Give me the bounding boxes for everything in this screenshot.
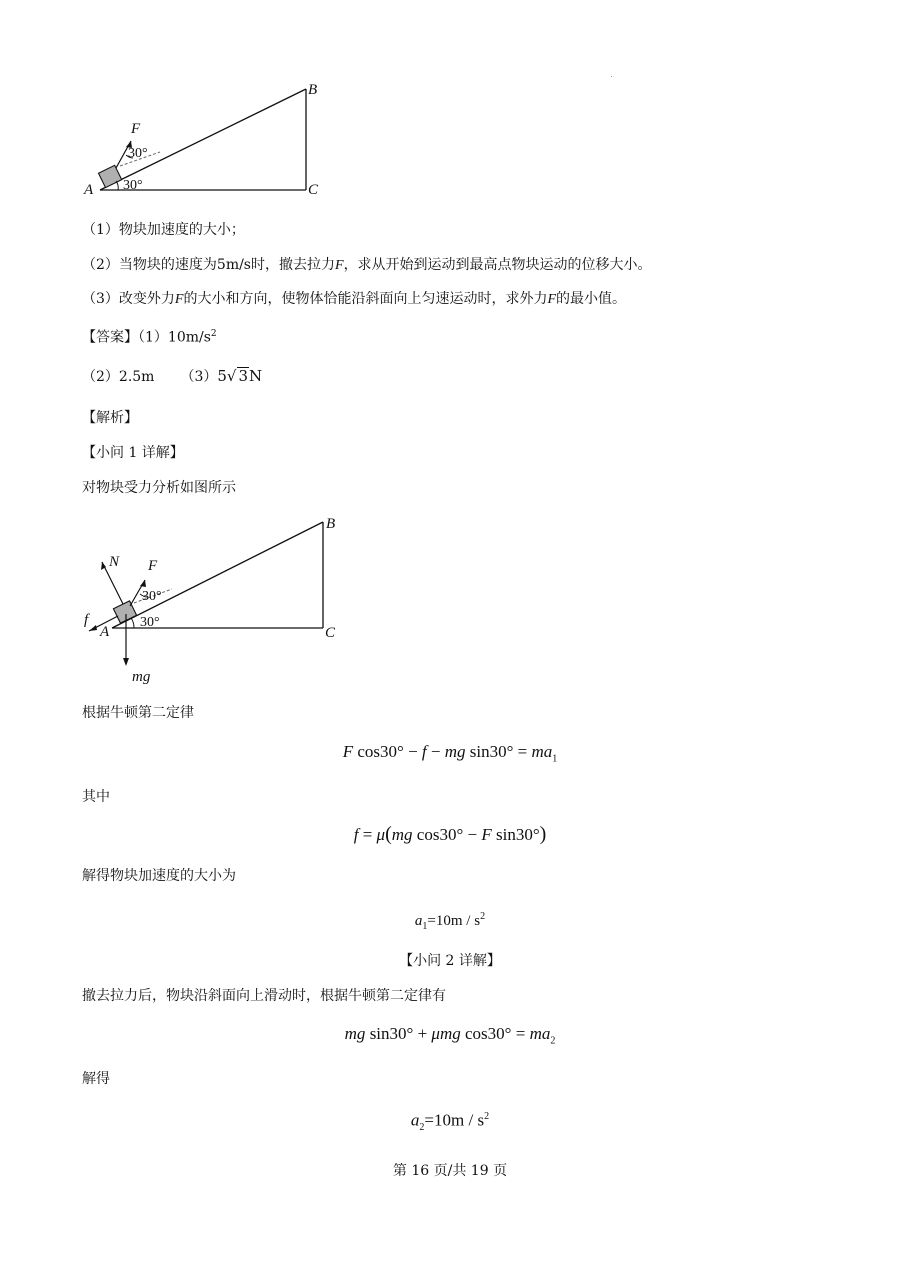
eq3-sub: 1: [422, 921, 428, 932]
eq2-sin: sin30°: [495, 825, 540, 844]
sub-question-2-title: 【小问 2 详解】: [399, 953, 501, 969]
eq1-equals: =: [517, 742, 528, 761]
eq4-mg2: mg: [439, 1024, 461, 1043]
label-C: C: [308, 182, 319, 198]
eq2-minus: −: [467, 825, 478, 844]
question-1: （1）物块加速度的大小；: [82, 222, 245, 238]
force-f-arrowhead: [140, 580, 146, 587]
eq1-minus1: −: [408, 742, 418, 761]
block: [113, 601, 136, 623]
eq5-exp: 2: [484, 1111, 490, 1122]
analysis-label: 【解析】: [82, 410, 138, 426]
eq4-sin: sin30°: [369, 1024, 414, 1043]
answer-line-2: [82, 366, 262, 387]
answer-line-1: [82, 324, 217, 348]
equation-2: [0, 822, 900, 847]
eq4-ma: ma: [529, 1024, 551, 1043]
angle-label-incline: 30°: [123, 178, 143, 193]
solve-text-2: 解得: [82, 1071, 110, 1087]
eq1-sub: 1: [552, 753, 558, 765]
equation-4: [0, 1022, 900, 1053]
answer-label: 【答案】: [82, 329, 138, 346]
answer-3-radicand: 3: [238, 367, 249, 385]
force-analysis-text: 对物块受力分析如图所示: [82, 480, 236, 496]
scan-speck: [611, 76, 612, 77]
answer-1-exp: 2: [210, 329, 217, 339]
eq2-cos: cos30°: [416, 825, 464, 844]
label-B: B: [308, 82, 318, 98]
eq1-F: F: [342, 742, 354, 761]
equation-3: [0, 905, 900, 939]
q2-post: ，求从开始到运动到最高点物块运动的位移大小。: [343, 257, 652, 273]
eq2-close: ): [539, 823, 547, 845]
eq5-sub: 2: [419, 1122, 425, 1134]
answer-3-prefix: （3）: [180, 369, 218, 385]
page-footer: 第 16 页/共 19 页: [392, 1163, 508, 1179]
q2-pre: （2）当物块的速度为5m/s时，撤去拉力: [82, 257, 335, 273]
incline-line: [100, 89, 306, 190]
sub-question-1-title: 【小问 1 详解】: [82, 445, 184, 461]
q2-var: F: [335, 258, 344, 273]
q3-mid: 的大小和方向，使物体恰能沿斜面向上匀速运动时，求外力: [183, 291, 548, 307]
eq1-mg: mg: [444, 742, 466, 761]
angle-label-force: 30°: [142, 589, 162, 604]
eq1-sin: sin30°: [469, 742, 514, 761]
eq2-open: (: [385, 823, 392, 845]
answer-3-unit: N: [249, 367, 263, 385]
angle-arc-incline: [131, 618, 134, 628]
solve-acceleration-text: 解得物块加速度的大小为: [82, 868, 236, 884]
q3-pre: （3）改变外力: [82, 291, 175, 307]
eq4-cos: cos30°: [465, 1024, 512, 1043]
eq2-equals: =: [362, 825, 373, 844]
incline-diagram-2: [80, 510, 350, 690]
answer-2: （2）2.5m: [82, 369, 155, 385]
label-f: f: [84, 612, 89, 628]
q3-post: 的最小值。: [556, 291, 627, 307]
question-2: [82, 255, 652, 276]
eq1-minus2: −: [430, 742, 441, 761]
q3-var2: F: [547, 292, 557, 307]
label-F: F: [131, 121, 141, 137]
eq3-rhs: =10m / s: [427, 913, 481, 929]
angle-label-force: 30°: [128, 146, 148, 161]
newton-law-text: 根据牛顿第二定律: [82, 705, 194, 721]
label-mg: mg: [132, 669, 151, 685]
q3-var1: F: [174, 292, 184, 307]
label-F: F: [148, 558, 158, 574]
label-C: C: [325, 625, 336, 641]
where-text: 其中: [82, 789, 110, 805]
eq2-f: f: [353, 825, 359, 844]
eq2-mg: mg: [391, 825, 413, 844]
eq4-mg: mg: [344, 1024, 366, 1043]
eq1-cos: cos30°: [357, 742, 404, 761]
label-B: B: [326, 516, 336, 532]
friction-arrowhead: [89, 625, 97, 631]
incline-diagram-1: [80, 80, 340, 205]
eq1-f: f: [421, 742, 427, 761]
equation-1: [0, 740, 900, 771]
eq4-equals: =: [515, 1024, 526, 1043]
eq5-a: a: [410, 1110, 420, 1130]
angle-label-incline: 30°: [140, 615, 160, 630]
answer-1-value: 10m/s: [167, 329, 211, 346]
label-A: A: [100, 624, 110, 640]
equation-5: [0, 1105, 900, 1140]
eq4-sub: 2: [550, 1035, 556, 1047]
eq2-mu: μ: [376, 825, 386, 844]
incline-line: [112, 522, 323, 628]
angle-arc-incline: [116, 181, 118, 190]
eq4-plus: +: [417, 1024, 428, 1043]
eq3-exp: 2: [480, 911, 486, 922]
label-N: N: [109, 554, 120, 570]
eq3-a: a: [414, 913, 423, 929]
sub-question-2-text: 撤去拉力后，物块沿斜面向上滑动时，根据牛顿第二定律有: [82, 988, 446, 1004]
answer-3-radical: √: [226, 367, 237, 385]
gravity-arrowhead: [123, 658, 129, 666]
answer-1-prefix: （1）: [138, 329, 168, 346]
eq2-F: F: [481, 825, 492, 844]
eq1-ma: ma: [531, 742, 553, 761]
eq4-mu: μ: [431, 1024, 440, 1043]
eq5-rhs: =10m / s: [424, 1110, 485, 1130]
label-A: A: [84, 182, 94, 198]
answer-3-coef: 5: [217, 367, 227, 385]
question-3: [82, 289, 626, 310]
